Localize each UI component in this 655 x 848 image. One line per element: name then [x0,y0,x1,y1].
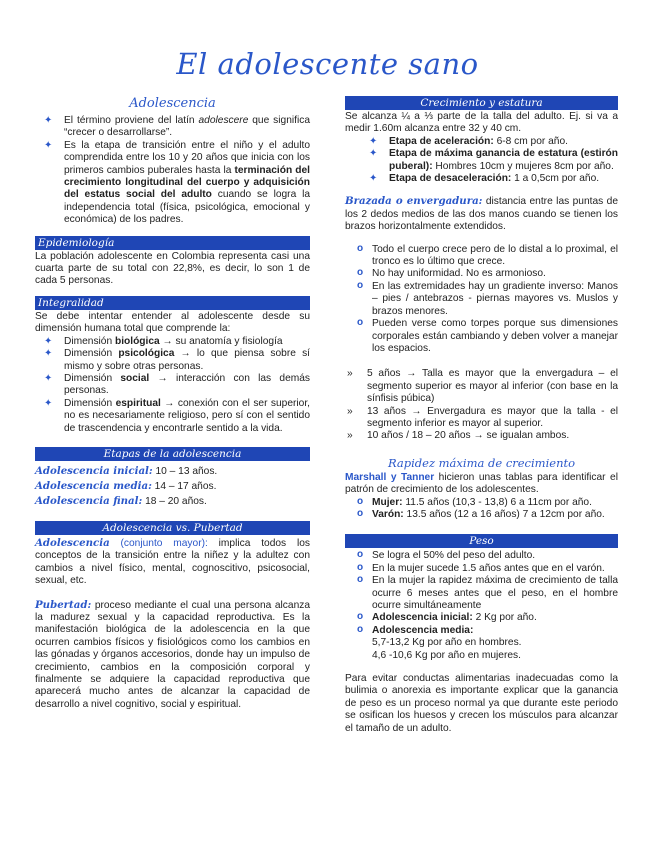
list-item: o Todo el cuerpo crece pero de lo distal a lo proximal, el tronco es lo último que crece. [345,244,618,269]
list-item: Adolescencia final: 18 – 20 años. [35,494,207,507]
list-item: ✦ Dimensión biológica → su anatomía y fisiología [35,336,310,348]
peso-media-mujeres: 4,6 -10,6 Kg por año en mujeres. [372,649,521,661]
list-item: o Varón: 13.5 años (12 a 16 años) 7 a 12cm por año. [345,509,618,521]
rapidez-heading: Rapidez máxima de crecimiento [387,455,576,470]
integralidad-intro: Se debe intentar entender al adolescente desde su dimensión humana total que comprende la: [35,310,310,335]
list-item: o Adolescencia media: 5,7-13,2 Kg por año en hombres. 4,6 -10,6 Kg por año en mujeres. [345,625,618,662]
list-item: Adolescencia media: 14 – 17 años. [35,479,217,492]
etapas-list [35,464,310,509]
epidemiologia-text: La población adolescente en Colombia representa casi una cuarta parte de su total con 22,8%, es decir, lo son 1 de cada 5 personas. [35,250,310,287]
adolescencia-definition: Adolescencia (conjunto mayor): implica todos los conceptos de la transición entre la niñez y la adultez con cambios a nivel físico, mental, cognoscitivo, psicosocial, sexual, etc. [35,536,310,587]
list-item: » 13 años → Envergadura es mayor que la talla - el segmento inferior es mayor al superior. [345,406,618,431]
crecimiento-list [345,136,618,186]
right-column [345,96,618,735]
left-column [35,96,310,711]
list-item: ✦ Etapa de desaceleración: 1 a 0,5cm por año. [345,173,618,185]
list-item: o En la mujer sucede 1.5 años antes que en el varón. [345,563,618,575]
list-item: ✦ Dimensión espiritual → conexión con el ser superior, no es necesariamente religioso, pero sí con el sentido de trascendencia y encontrarle sentido a la vida. [35,398,310,435]
list-item: ✦ Dimensión psicológica → lo que piensa sobre sí mismo y sobre otras personas. [35,348,310,373]
crecimiento-intro: Se alcanza ¼ a ⅓ parte de la talla del adulto. Ej. si va a medir 1.60m alcanza entre 32 y 40 cm. [345,111,618,135]
list-item: ✦ Etapa de máxima ganancia de estatura (estirón puberal): Hombres 10cm y mujeres 8cm por año. [345,148,618,173]
list-item: Adolescencia inicial: 10 – 13 años. [35,464,218,477]
crecimiento-notes [345,244,618,356]
list-item: o En las extremidades hay un gradiente inverso: Manos – pies / antebrazos - piernas mayores vs. Muslos y brazos menores. [345,281,618,318]
rapidez-intro: Marshall y Tanner hicieron unas tablas para identificar el patrón de crecimiento de los adolescentes. [345,471,618,496]
etapas-heading: Etapas de la adolescencia [35,447,310,461]
list-item: ✦ El término proviene del latín adolescere que significa “crecer o desarrollarse”. [35,115,310,140]
peso-heading: Peso [345,534,618,548]
peso-outro: Para evitar conductas alimentarias inadecuadas como la bulimia o anorexia es importante explicar que la ganancia de peso es un proceso normal ya que durante este periodo se osifican los huesos y crecen los músculos para alcanzar el tamaño de un adulto. [345,673,618,734]
epidemiologia-heading: Epidemiología [35,236,310,250]
crecimiento-heading: Crecimiento y estatura [345,96,618,110]
proporciones-list [345,368,618,442]
list-item: o Se logra el 50% del peso del adulto. [345,550,618,562]
page-title: El adolescente sano [176,47,479,81]
list-item: ✦ Es la etapa de transición entre el niño y el adulto comprendida entre los 10 y 20 años que inicia con los primeros cambios puberales hasta la terminación del crecimiento longitudinal del cuerpo y adquisición del estatus social del adulto cuando se logra la independencia total (física, psicológica, emocional y económica) de los padres. [35,140,310,227]
peso-media-hombres: 5,7-13,2 Kg por año en hombres. [372,637,522,649]
list-item: ✦ Etapa de aceleración: 6-8 cm por año. [345,136,618,148]
peso-list [345,550,618,662]
vs-heading: Adolescencia vs. Pubertad [35,521,310,535]
list-item: o Adolescencia inicial: 2 Kg por año. [345,612,618,624]
list-item: ✦ Dimensión social → interacción con las demás personas. [35,373,310,398]
integralidad-list [35,336,310,435]
list-item: » 10 años / 18 – 20 años → se igualan ambos. [345,430,618,442]
adolescencia-heading: Adolescencia [129,96,216,111]
brazada-definition: Brazada o envergadura: distancia entre las puntas de los 2 dedos medios de las dos manos cuando se tienen los brazos horizontalmente extendidos. [345,195,618,233]
list-item: o Mujer: 11.5 años (10,3 - 13,8) 6 a 11cm por año. [345,497,618,509]
pubertad-definition: Pubertad: proceso mediante el cual una persona alcanza la madurez sexual y la capacidad reproductiva. Es la manifestación biológica de la adolescencia en la que ocurren cambios físicos y fisiológicos como los cambios en las gónadas y órganos accesorios, donde hay un impulso de crecimiento, cambios en la composición corporal y finalmente se adquiere la capacidad reproductiva que aparecerá mucho antes de alcanzar la capacidad de desarrollo a nivel cognitivo, social y espiritual. [35,598,310,710]
integralidad-heading: Integralidad [35,296,310,310]
list-item: o No hay uniformidad. No es armonioso. [345,268,618,280]
list-item: o Pueden verse como torpes porque sus dimensiones corporales están cambiando y deben volver a manejar los espacios. [345,318,618,355]
list-item: » 5 años → Talla es mayor que la envergadura – el segmento superior es mayor al inferior (con base en la sínfisis púbica) [345,368,618,405]
rapidez-list [345,497,618,522]
list-item: o En la mujer la rapidez máxima de crecimiento de talla ocurre 6 meses antes que el peso, en el hombre ocurre simultáneamente [345,575,618,612]
adolescencia-list [35,115,310,227]
